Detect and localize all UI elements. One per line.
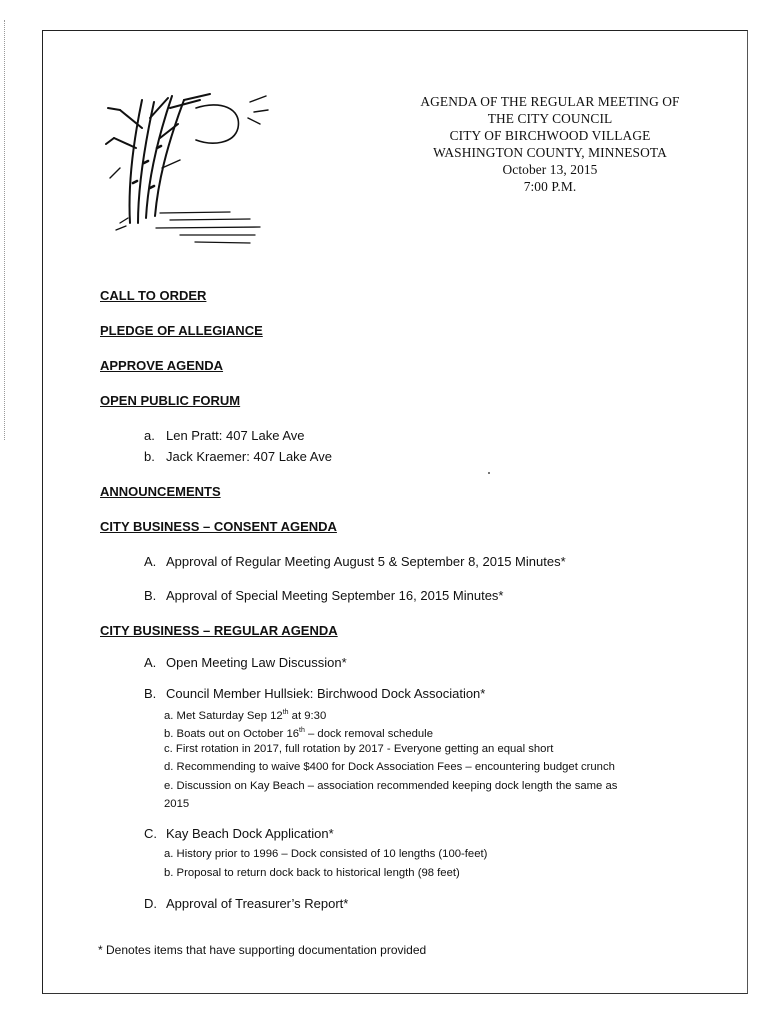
kay-beach-subitem: a. History prior to 1996 – Dock consisted of 10 lengths (100-feet): [164, 848, 488, 860]
section-announcements: ANNOUNCEMENTS: [100, 484, 221, 499]
consent-item-text: Approval of Special Meeting September 16, 2015 Minutes*: [166, 588, 504, 603]
header-title-line-2: THE CITY COUNCIL: [487, 111, 613, 126]
regular-item-text: Open Meeting Law Discussion*: [166, 655, 347, 670]
regular-item: [144, 686, 485, 701]
regular-item-text: Council Member Hullsiek: Birchwood Dock Association*: [166, 686, 486, 701]
dock-association-subitem: c. First rotation in 2017, full rotation by 2017 - Everyone getting an equal short: [164, 743, 554, 755]
section-open-public-forum: OPEN PUBLIC FORUM: [100, 393, 241, 408]
list-marker: A.: [144, 554, 157, 569]
list-marker: D.: [144, 896, 157, 911]
kay-beach-subitem: b. Proposal to return dock back to historical length (98 feet): [164, 867, 460, 879]
header-city-line: CITY OF BIRCHWOOD VILLAGE: [449, 128, 651, 143]
section-approve-agenda: APPROVE AGENDA: [100, 358, 224, 373]
forum-item: [144, 428, 305, 443]
header-title-line-1: AGENDA OF THE REGULAR MEETING OF: [420, 94, 680, 109]
list-marker: B.: [144, 686, 157, 701]
forum-item: [144, 449, 332, 464]
agenda-header: [400, 93, 700, 195]
header-time: 7:00 P.M.: [523, 179, 577, 194]
dock-association-subitem-continuation: 2015: [164, 798, 190, 810]
section-call-to-order: CALL TO ORDER: [100, 288, 207, 303]
list-marker: B.: [144, 588, 157, 603]
scan-speck: [488, 472, 490, 474]
dock-association-subitem: e. Discussion on Kay Beach – association recommended keeping dock length the same as: [164, 780, 618, 792]
consent-item-text: Approval of Regular Meeting August 5 & September 8, 2015 Minutes*: [166, 554, 566, 569]
consent-item: [144, 554, 566, 569]
regular-item: [144, 655, 347, 670]
header-date: October 13, 2015: [502, 162, 598, 177]
scan-margin-artifact: [4, 20, 15, 440]
section-pledge-of-allegiance: PLEDGE OF ALLEGIANCE: [100, 323, 263, 338]
list-marker: a.: [144, 428, 155, 443]
regular-item: [144, 896, 348, 911]
section-regular-agenda: CITY BUSINESS – REGULAR AGENDA: [100, 623, 338, 638]
forum-item-text: Jack Kraemer: 407 Lake Ave: [166, 449, 332, 464]
supporting-docs-footnote: * Denotes items that have supporting documentation provided: [98, 943, 427, 957]
dock-association-subitem: d. Recommending to waive $400 for Dock Association Fees – encountering budget crunch: [164, 761, 615, 773]
dock-association-subitem: a. Met Saturday Sep 12th at 9:30: [164, 709, 327, 722]
regular-item-text: Kay Beach Dock Application*: [166, 826, 334, 841]
list-marker: C.: [144, 826, 157, 841]
birch-tree-logo: [100, 88, 270, 253]
consent-item: [144, 588, 503, 603]
list-marker: A.: [144, 655, 157, 670]
section-consent-agenda: CITY BUSINESS – CONSENT AGENDA: [100, 519, 337, 534]
regular-item: [144, 826, 334, 841]
dock-association-subitem: b. Boats out on October 16th – dock removal schedule: [164, 727, 433, 740]
header-county-line: WASHINGTON COUNTY, MINNESOTA: [433, 145, 667, 160]
list-marker: b.: [144, 449, 155, 464]
regular-item-text: Approval of Treasurer’s Report*: [166, 896, 349, 911]
forum-item-text: Len Pratt: 407 Lake Ave: [166, 428, 305, 443]
